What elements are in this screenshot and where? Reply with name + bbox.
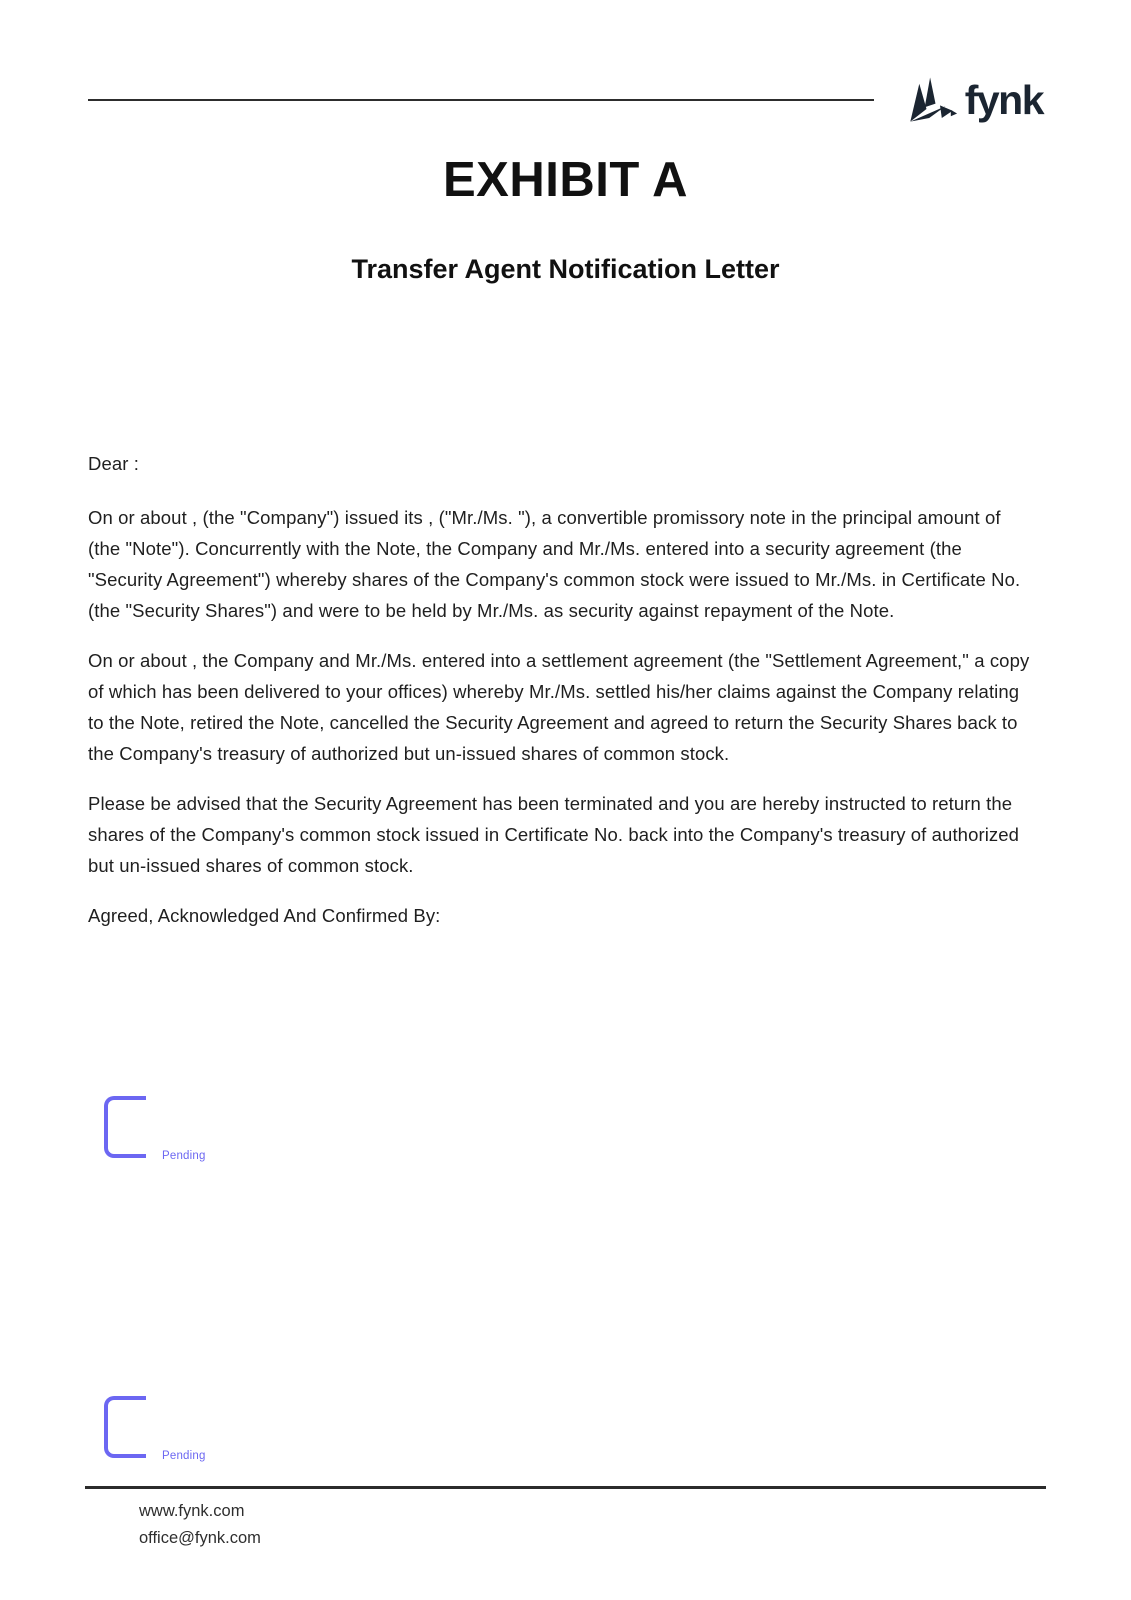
exhibit-title: EXHIBIT A	[443, 153, 688, 207]
signature-field-1[interactable]	[104, 1096, 324, 1176]
fynk-bird-icon	[904, 73, 958, 127]
fynk-logo	[904, 73, 1043, 127]
signature-bracket-icon[interactable]	[104, 1096, 146, 1158]
letter-body	[88, 448, 1036, 931]
footer-divider	[85, 1486, 1046, 1489]
paragraph-2: On or about , the Company and Mr./Ms. entered into a settlement agreement (the "Settlement Agreement," a copy of which has been delivered to your offices) whereby Mr./Ms. settled his/her claims against the Company relating to the Note, retired the Note, cancelled the Security Agreement and agreed to return the Security Shares back to the Company's treasury of authorized but un-issued shares of common stock.	[88, 650, 1030, 764]
footer-website: www.fynk.com	[139, 1502, 245, 1520]
signature-field-2[interactable]	[104, 1396, 324, 1476]
closing-line: Agreed, Acknowledged And Confirmed By:	[88, 905, 441, 926]
signature-status-badge: Pending	[162, 1450, 206, 1462]
paragraph-1: On or about , (the "Company") issued its , ("Mr./Ms. "), a convertible promissory note in the principal amount of (the "Note"). Concurrently with the Note, the Company and Mr./Ms. entered into a security agreement (the "Security Agreement") whereby shares of the Company's common stock were issued to Mr./Ms. in Certificate No. (the "Security Shares") and were to be held by Mr./Ms. as security against repayment of the Note.	[88, 507, 1021, 621]
fynk-logo-wordmark: fynk	[964, 76, 1043, 123]
paragraph-3: Please be advised that the Security Agreement has been terminated and you are hereby instructed to return the shares of the Company's common stock issued in Certificate No. back into the Company's treasury of authorized but un-issued shares of common stock.	[88, 793, 1020, 876]
page-footer	[85, 1486, 1046, 1552]
salutation: Dear :	[88, 453, 139, 474]
page-header	[88, 68, 1043, 132]
document-subtitle: Transfer Agent Notification Letter	[351, 254, 780, 284]
signature-bracket-icon[interactable]	[104, 1396, 146, 1458]
footer-email: office@fynk.com	[139, 1529, 261, 1547]
header-divider	[88, 99, 874, 101]
signature-status-badge: Pending	[162, 1150, 206, 1162]
